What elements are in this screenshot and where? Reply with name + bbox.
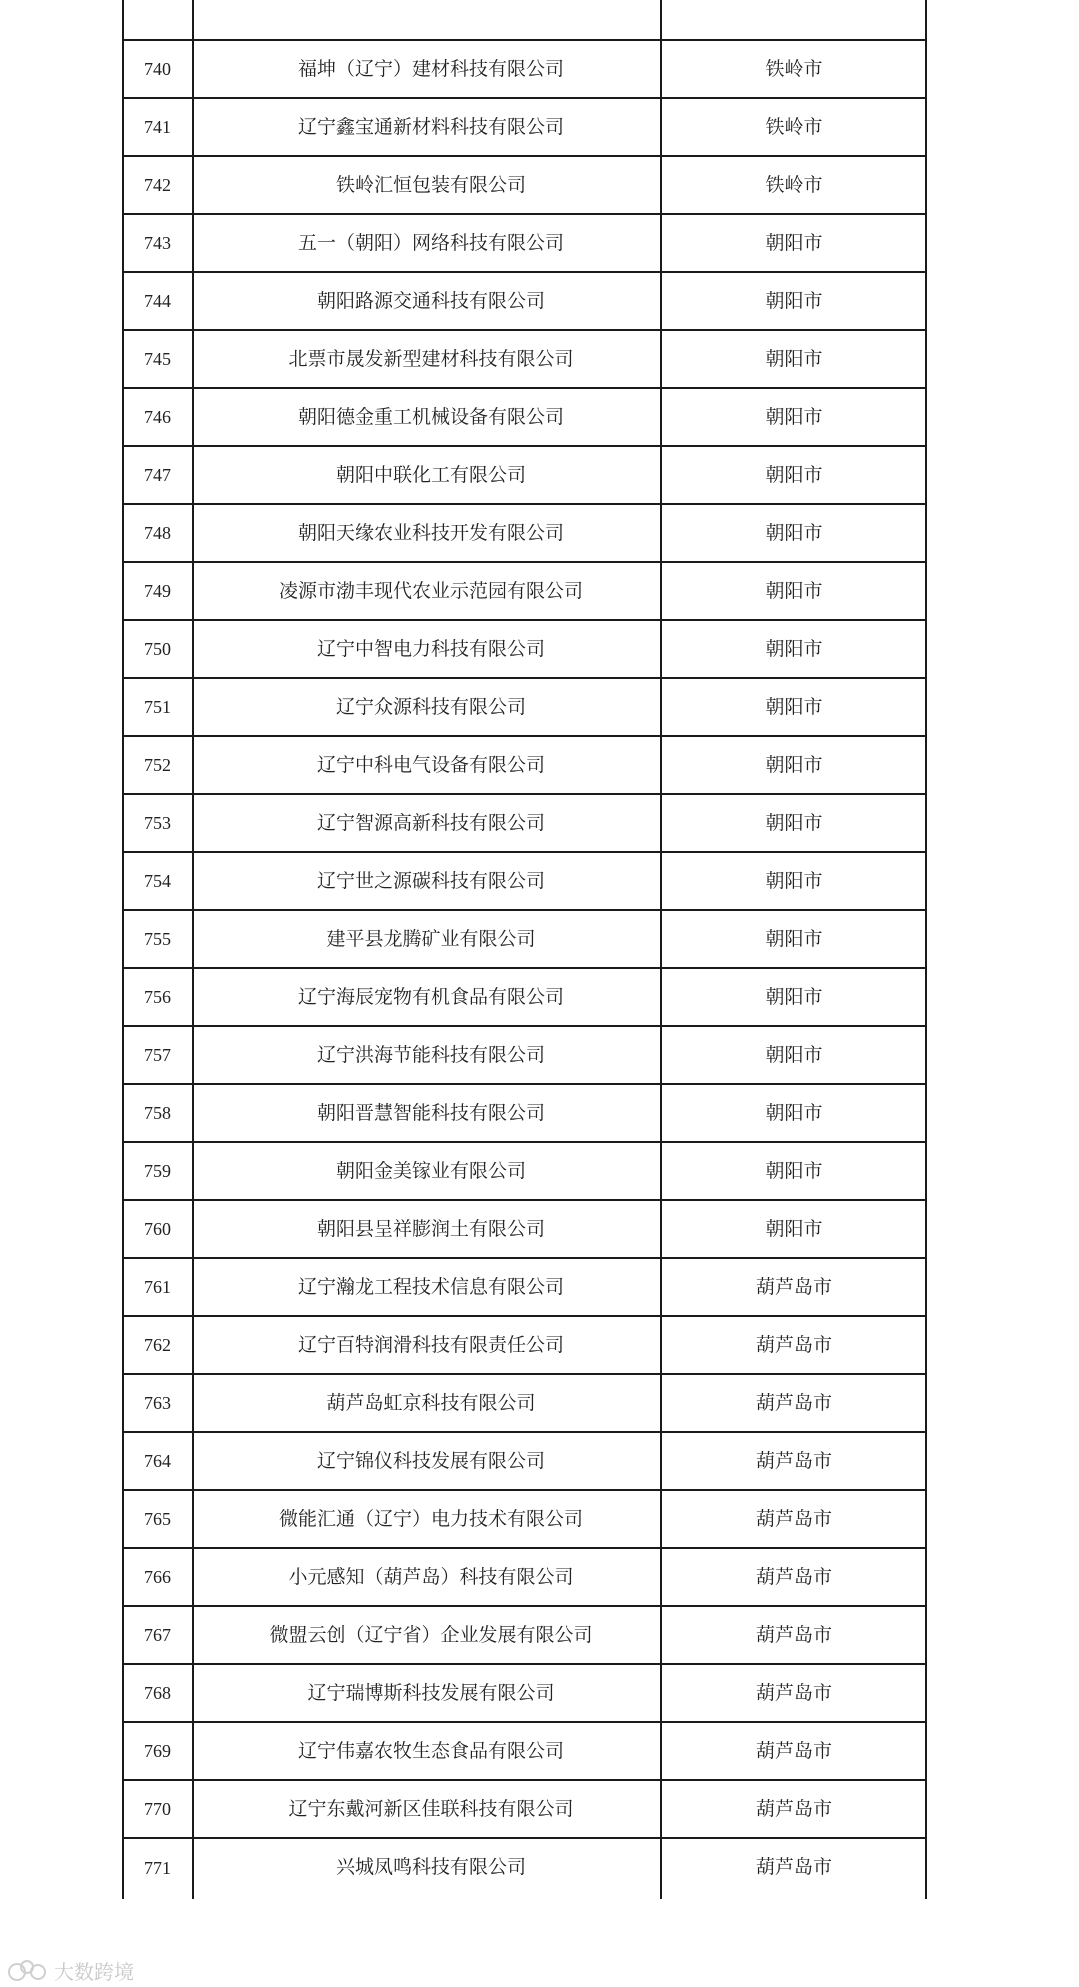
row-number: 769 [122,1722,193,1780]
city-name: 朝阳市 [661,794,927,852]
row-number: 761 [122,1258,193,1316]
table-row [122,1084,927,1142]
table-row [122,504,927,562]
company-name: 辽宁瑞博斯科技发展有限公司 [193,1664,661,1722]
company-name: 朝阳中联化工有限公司 [193,446,661,504]
table-row [122,1606,927,1664]
row-number: 741 [122,98,193,156]
company-name: 福坤（辽宁）建材科技有限公司 [193,40,661,98]
table-row [122,852,927,910]
company-name: 五一（朝阳）网络科技有限公司 [193,214,661,272]
row-number: 753 [122,794,193,852]
company-name: 辽宁海辰宠物有机食品有限公司 [193,968,661,1026]
company-name: 辽宁瀚龙工程技术信息有限公司 [193,1258,661,1316]
row-number: 763 [122,1374,193,1432]
row-number: 765 [122,1490,193,1548]
city-name: 朝阳市 [661,1142,927,1200]
company-name: 朝阳德金重工机械设备有限公司 [193,388,661,446]
city-name: 朝阳市 [661,446,927,504]
row-number: 757 [122,1026,193,1084]
table-row [122,156,927,214]
city-name: 葫芦岛市 [661,1316,927,1374]
company-name: 微盟云创（辽宁省）企业发展有限公司 [193,1606,661,1664]
company-name: 辽宁锦仪科技发展有限公司 [193,1432,661,1490]
city-name: 朝阳市 [661,736,927,794]
row-number: 744 [122,272,193,330]
city-name: 葫芦岛市 [661,1722,927,1780]
table-row [122,1664,927,1722]
row-number: 748 [122,504,193,562]
city-name: 朝阳市 [661,272,927,330]
row-number: 742 [122,156,193,214]
row-number: 768 [122,1664,193,1722]
city-name: 葫芦岛市 [661,1374,927,1432]
watermark-logo-icon [8,1960,48,1982]
row-number: 756 [122,968,193,1026]
city-name: 葫芦岛市 [661,1838,927,1896]
table-row [122,1838,927,1896]
company-name: 辽宁东戴河新区佳联科技有限公司 [193,1780,661,1838]
company-name: 微能汇通（辽宁）电力技术有限公司 [193,1490,661,1548]
table-row [122,1026,927,1084]
company-name: 葫芦岛虹京科技有限公司 [193,1374,661,1432]
row-number: 770 [122,1780,193,1838]
city-name: 葫芦岛市 [661,1258,927,1316]
city-name: 葫芦岛市 [661,1548,927,1606]
company-name: 铁岭汇恒包装有限公司 [193,156,661,214]
table-row [122,678,927,736]
table-row [122,968,927,1026]
row-number: 749 [122,562,193,620]
row-number: 760 [122,1200,193,1258]
row-number: 752 [122,736,193,794]
row-number: 759 [122,1142,193,1200]
row-number: 771 [122,1838,193,1896]
table-row [122,910,927,968]
row-number: 755 [122,910,193,968]
table-row [122,98,927,156]
row-number: 743 [122,214,193,272]
company-name: 朝阳晋慧智能科技有限公司 [193,1084,661,1142]
row-number: 764 [122,1432,193,1490]
table-row [122,388,927,446]
table-row [122,1722,927,1780]
table-row [122,272,927,330]
city-name: 葫芦岛市 [661,1490,927,1548]
company-list-table [122,39,927,1896]
city-name: 朝阳市 [661,1200,927,1258]
city-name: 朝阳市 [661,968,927,1026]
table-row [122,40,927,98]
company-name: 辽宁百特润滑科技有限责任公司 [193,1316,661,1374]
row-number: 762 [122,1316,193,1374]
row-number: 746 [122,388,193,446]
company-name: 小元感知（葫芦岛）科技有限公司 [193,1548,661,1606]
company-name: 辽宁鑫宝通新材料科技有限公司 [193,98,661,156]
company-name: 辽宁众源科技有限公司 [193,678,661,736]
table-row [122,794,927,852]
row-number: 766 [122,1548,193,1606]
table-row [122,1200,927,1258]
row-number: 747 [122,446,193,504]
table-row [122,1490,927,1548]
table-row [122,1374,927,1432]
table-row [122,736,927,794]
city-name: 葫芦岛市 [661,1664,927,1722]
table-row [122,562,927,620]
company-name: 朝阳金美镓业有限公司 [193,1142,661,1200]
company-name: 兴城凤鸣科技有限公司 [193,1838,661,1896]
row-number: 758 [122,1084,193,1142]
city-name: 朝阳市 [661,1026,927,1084]
row-number: 751 [122,678,193,736]
city-name: 朝阳市 [661,214,927,272]
row-number: 740 [122,40,193,98]
company-name: 北票市晟发新型建材科技有限公司 [193,330,661,388]
city-name: 朝阳市 [661,562,927,620]
table-row [122,620,927,678]
table-row [122,1780,927,1838]
table-row [122,330,927,388]
watermark [8,1956,134,1985]
company-name: 辽宁世之源碳科技有限公司 [193,852,661,910]
table-row [122,1316,927,1374]
table-row [122,214,927,272]
company-name: 朝阳县呈祥膨润土有限公司 [193,1200,661,1258]
city-name: 朝阳市 [661,910,927,968]
table-row [122,1432,927,1490]
company-name: 建平县龙腾矿业有限公司 [193,910,661,968]
city-name: 朝阳市 [661,620,927,678]
city-name: 铁岭市 [661,40,927,98]
table-body [122,40,927,1896]
city-name: 朝阳市 [661,388,927,446]
row-number: 750 [122,620,193,678]
row-number: 767 [122,1606,193,1664]
city-name: 朝阳市 [661,504,927,562]
city-name: 铁岭市 [661,98,927,156]
row-number: 754 [122,852,193,910]
city-name: 铁岭市 [661,156,927,214]
city-name: 朝阳市 [661,330,927,388]
company-name: 辽宁洪海节能科技有限公司 [193,1026,661,1084]
city-name: 葫芦岛市 [661,1606,927,1664]
company-name: 朝阳路源交通科技有限公司 [193,272,661,330]
company-name: 凌源市渤丰现代农业示范园有限公司 [193,562,661,620]
company-name: 朝阳天缘农业科技开发有限公司 [193,504,661,562]
city-name: 葫芦岛市 [661,1780,927,1838]
city-name: 葫芦岛市 [661,1432,927,1490]
company-name: 辽宁伟嘉农牧生态食品有限公司 [193,1722,661,1780]
company-table [122,0,927,1899]
city-name: 朝阳市 [661,1084,927,1142]
table-row [122,1258,927,1316]
table-row [122,1548,927,1606]
company-name: 辽宁智源高新科技有限公司 [193,794,661,852]
city-name: 朝阳市 [661,852,927,910]
table-row [122,446,927,504]
company-name: 辽宁中科电气设备有限公司 [193,736,661,794]
company-name: 辽宁中智电力科技有限公司 [193,620,661,678]
row-number: 745 [122,330,193,388]
city-name: 朝阳市 [661,678,927,736]
watermark-text: 大数跨境 [54,1960,134,1984]
table-row [122,1142,927,1200]
